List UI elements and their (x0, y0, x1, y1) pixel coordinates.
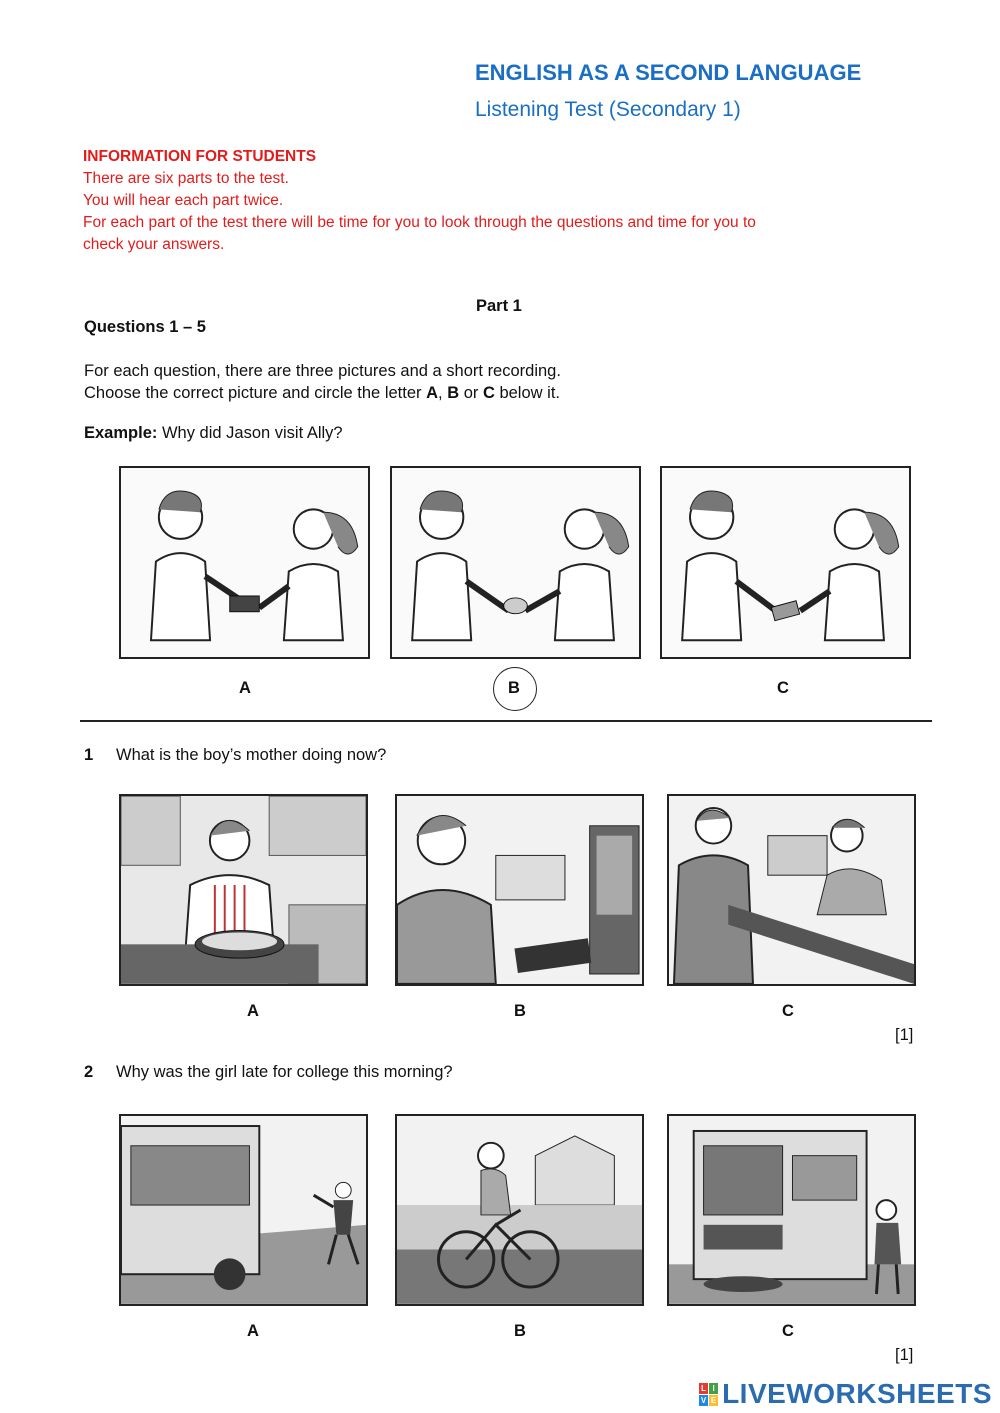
instruction-text: Choose the correct picture and circle the letter (84, 384, 427, 402)
girl-bicycle-illustration (397, 1116, 642, 1304)
q1-picture-b[interactable] (395, 794, 644, 986)
logo-letter: E (710, 1395, 717, 1405)
option-letter-c[interactable]: C (782, 1322, 794, 1340)
girl-missing-bus-illustration (121, 1116, 366, 1304)
info-line: check your answers. (83, 236, 225, 253)
section-divider (80, 720, 932, 722)
questions-range: Questions 1 – 5 (84, 318, 206, 336)
option-letter-b[interactable]: B (508, 679, 520, 697)
q1-picture-a[interactable] (119, 794, 368, 986)
question-number: 2 (84, 1063, 94, 1081)
logo-text: LIVEWORKSHEETS (722, 1378, 992, 1409)
option-letter-a[interactable]: A (247, 1002, 259, 1020)
liveworksheets-logo (699, 1378, 992, 1410)
q2-picture-a[interactable] (119, 1114, 368, 1306)
example-label: Example: (84, 424, 158, 442)
student-information (83, 146, 843, 256)
broken-down-bus-illustration (669, 1116, 914, 1304)
q1-picture-c[interactable] (667, 794, 916, 986)
question-text: What is the boy’s mother doing now? (116, 746, 387, 764)
instruction-letter: B (447, 384, 460, 402)
part-heading: Part 1 (476, 297, 522, 315)
instruction-line (84, 382, 561, 404)
logo-letter: L (699, 1383, 708, 1394)
boy-girl-cake-illustration (392, 468, 639, 657)
instruction-letter: C (482, 384, 495, 402)
question-text: Why was the girl late for college this morning? (116, 1063, 453, 1081)
test-title: ENGLISH AS A SECOND LANGUAGE (475, 60, 862, 85)
option-letter-c[interactable]: C (782, 1002, 794, 1020)
test-subtitle: Listening Test (Secondary 1) (475, 98, 741, 121)
question-number: 1 (84, 746, 94, 764)
instruction-text: , (438, 384, 448, 402)
example-picture-a[interactable] (119, 466, 370, 659)
example-picture-b[interactable] (390, 466, 641, 659)
option-letter-c[interactable]: C (777, 679, 789, 697)
logo-letter: I (709, 1383, 718, 1394)
instruction-text: or (459, 384, 483, 402)
instruction-text: below it. (494, 384, 560, 402)
logo-mark-icon (699, 1383, 718, 1406)
info-line: There are six parts to the test. (83, 170, 289, 187)
woman-office-illustration (397, 796, 642, 984)
woman-shop-till-illustration (669, 796, 914, 984)
instruction-line: For each question, there are three pictures and a short recording. (84, 362, 561, 380)
info-line: You will hear each part twice. (83, 192, 284, 209)
info-line: For each part of the test there will be time for you to look through the questions and time for you to (83, 214, 756, 231)
example-question (84, 424, 343, 443)
logo-letter: V (700, 1395, 707, 1405)
option-letter-a[interactable]: A (239, 679, 251, 697)
instruction-letter: A (426, 384, 439, 402)
option-letter-b[interactable]: B (514, 1002, 526, 1020)
woman-cooking-illustration (121, 796, 366, 984)
question-mark: [1] (895, 1026, 914, 1044)
example-text: Why did Jason visit Ally? (157, 424, 343, 442)
info-heading: INFORMATION FOR STUDENTS (83, 148, 317, 165)
part-instructions (84, 360, 561, 404)
example-picture-c[interactable] (660, 466, 911, 659)
boy-girl-card-illustration (662, 468, 909, 657)
q2-picture-b[interactable] (395, 1114, 644, 1306)
question-mark: [1] (895, 1346, 914, 1364)
option-letter-b[interactable]: B (514, 1322, 526, 1340)
q2-picture-c[interactable] (667, 1114, 916, 1306)
boy-girl-book-illustration (121, 468, 368, 657)
option-letter-a[interactable]: A (247, 1322, 259, 1340)
